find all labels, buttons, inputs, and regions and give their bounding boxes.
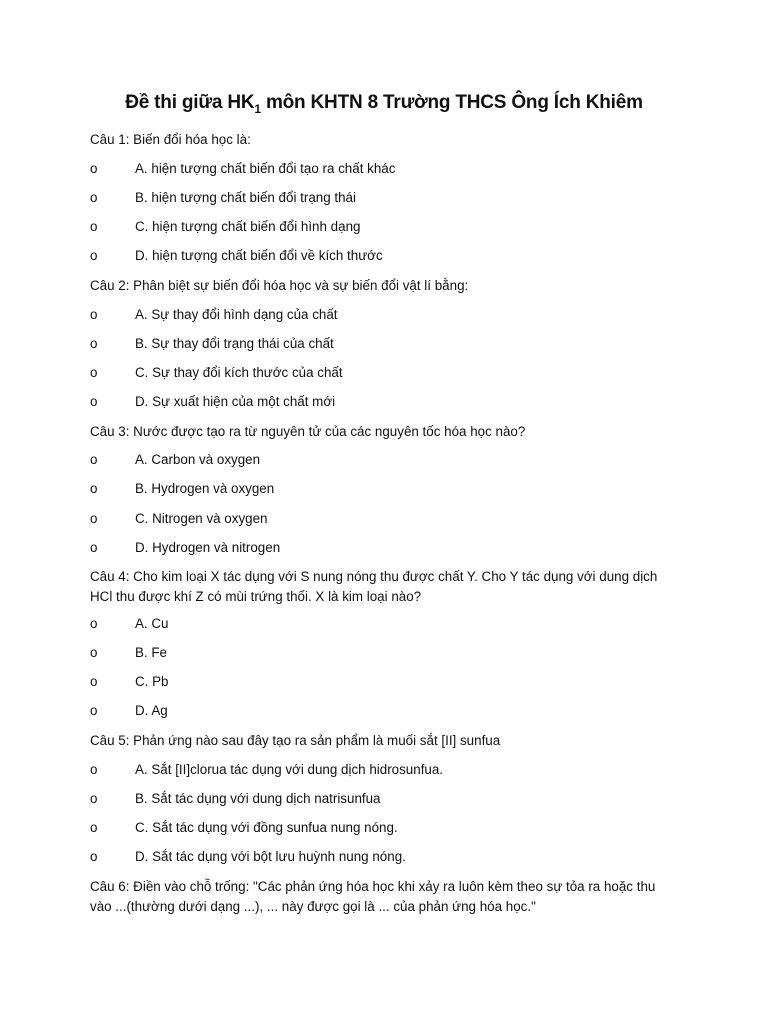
option-text: D. hiện tượng chất biến đổi về kích thước [135, 248, 383, 263]
bullet: o [90, 481, 98, 496]
bullet: o [90, 645, 98, 660]
bullet: o [90, 336, 98, 351]
document-title [0, 92, 768, 116]
question-3: Câu 3: Nước được tạo ra từ nguyên tử của các nguyên tốc hóa học nào? [90, 424, 526, 439]
bullet: o [90, 762, 98, 777]
option-text: B. hiện tượng chất biến đổi trạng thái [135, 190, 356, 205]
option-text: C. Pb [135, 674, 169, 689]
option-text: C. hiện tượng chất biến đổi hình dạng [135, 219, 361, 234]
option-text: A. hiện tượng chất biến đổi tạo ra chất khác [135, 161, 396, 176]
bullet: o [90, 190, 98, 205]
bullet: o [90, 161, 98, 176]
title-main: Đề thi giữa HK [125, 92, 255, 113]
bullet: o [90, 248, 98, 263]
option-text: B. Fe [135, 645, 167, 660]
option-text: C. Sắt tác dụng với đồng sunfua nung nóng. [135, 820, 398, 835]
question-2: Câu 2: Phân biệt sự biến đổi hóa học và sự biến đổi vật lí bằng: [90, 278, 469, 293]
bullet: o [90, 674, 98, 689]
question-5: Câu 5: Phản ứng nào sau đây tạo ra sản phẩm là muối sắt [II] sunfua [90, 733, 501, 748]
bullet: o [90, 849, 98, 864]
option-text: C. Sự thay đổi kích thước của chất [135, 365, 343, 380]
option-text: B. Hydrogen và oxygen [135, 481, 275, 496]
title-subscript: 1 [254, 101, 261, 116]
question-1: Câu 1: Biến đổi hóa học là: [90, 132, 251, 147]
bullet: o [90, 791, 98, 806]
option-text: A. Carbon và oxygen [135, 452, 261, 467]
bullet: o [90, 703, 98, 718]
bullet: o [90, 540, 98, 555]
bullet: o [90, 219, 98, 234]
option-text: D. Sắt tác dụng với bột lưu huỳnh nung nóng. [135, 849, 406, 864]
option-text: A. Cu [135, 616, 169, 631]
bullet: o [90, 394, 98, 409]
bullet: o [90, 452, 98, 467]
option-text: A. Sự thay đổi hình dạng của chất [135, 307, 338, 322]
option-text: A. Sắt [II]clorua tác dụng với dung dịch hidrosunfua. [135, 762, 444, 777]
option-text: D. Sự xuất hiện của một chất mới [135, 394, 336, 409]
title-rest: môn KHTN 8 Trường THCS Ông Ích Khiêm [260, 92, 643, 113]
option-text: D. Hydrogen và nitrogen [135, 540, 281, 555]
bullet: o [90, 511, 98, 526]
bullet: o [90, 307, 98, 322]
question-6: Câu 6: Điền vào chỗ trống: "Các phản ứng hóa học khi xảy ra luôn kèm theo sự tỏa ra hoặc thu vào ...(thường dưới dạng ...), ... này được gọi là ... của phản ứng hóa học." [90, 879, 656, 914]
option-text: B. Sự thay đổi trạng thái của chất [135, 336, 334, 351]
option-text: D. Ag [135, 703, 168, 718]
option-text: B. Sắt tác dụng với dung dịch natrisunfua [135, 791, 381, 806]
question-4: Câu 4: Cho kim loại X tác dụng với S nung nóng thu được chất Y. Cho Y tác dụng với dung dịch HCl thu được khí Z có mùi trứng thối. X là kim loại nào? [90, 569, 658, 604]
bullet: o [90, 365, 98, 380]
bullet: o [90, 820, 98, 835]
option-text: C. Nitrogen và oxygen [135, 511, 268, 526]
bullet: o [90, 616, 98, 631]
